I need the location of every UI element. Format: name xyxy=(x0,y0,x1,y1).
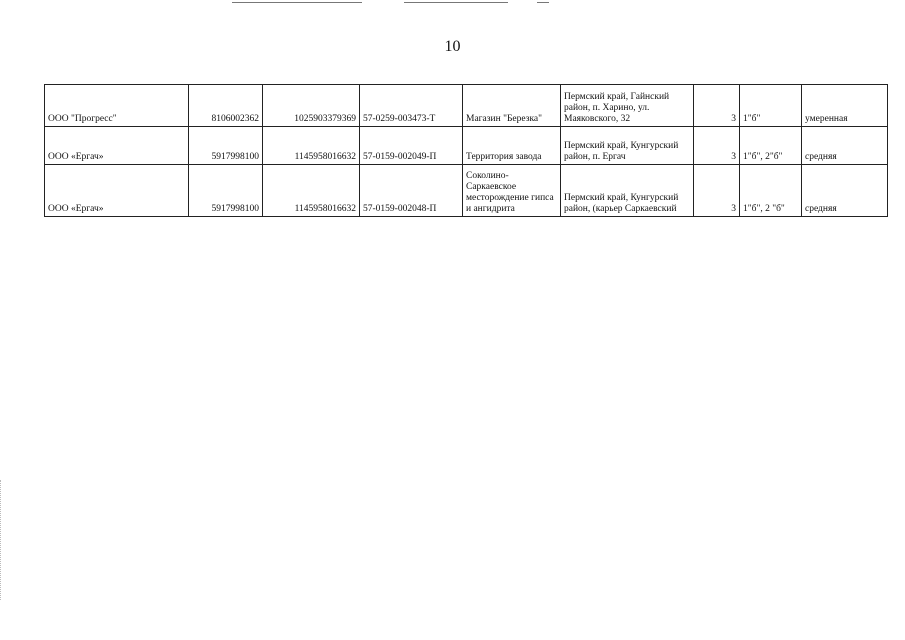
registry-table xyxy=(44,84,888,217)
table-row xyxy=(45,165,888,217)
inn-cell: 5917998100 xyxy=(189,127,263,165)
risk-cell: средняя xyxy=(802,165,888,217)
risk-cell: средняя xyxy=(802,127,888,165)
type-cell: 1"б", 2"б" xyxy=(740,127,802,165)
address-cell: Пермский край, Кунгурский район, п. Ергач xyxy=(561,127,694,165)
scan-top-marks xyxy=(0,0,905,6)
category-cell: 3 xyxy=(694,165,740,217)
org-cell: ООО «Ергач» xyxy=(45,165,189,217)
org-cell: ООО "Прогресс" xyxy=(45,85,189,127)
ogrn-cell: 1145958016632 xyxy=(263,165,360,217)
category-cell: 3 xyxy=(694,85,740,127)
code-cell: 57-0159-002049-П xyxy=(360,127,463,165)
risk-cell: умеренная xyxy=(802,85,888,127)
table-row xyxy=(45,127,888,165)
category-cell: 3 xyxy=(694,127,740,165)
code-cell: 57-0159-002048-П xyxy=(360,165,463,217)
table-row xyxy=(45,85,888,127)
type-cell: 1"б" xyxy=(740,85,802,127)
inn-cell: 8106002362 xyxy=(189,85,263,127)
code-cell: 57-0259-003473-Т xyxy=(360,85,463,127)
object-cell: Территория завода xyxy=(463,127,561,165)
type-cell: 1"б", 2 "б" xyxy=(740,165,802,217)
scan-edge-mark xyxy=(0,480,3,600)
address-cell: Пермский край, Кунгурский район, (карьер Саркаевский xyxy=(561,165,694,217)
org-cell: ООО «Ергач» xyxy=(45,127,189,165)
page-number: 10 xyxy=(444,38,461,55)
ogrn-cell: 1145958016632 xyxy=(263,127,360,165)
address-cell: Пермский край, Гайнский район, п. Харино, ул. Маяковского, 32 xyxy=(561,85,694,127)
ogrn-cell: 1025903379369 xyxy=(263,85,360,127)
object-cell: Магазин "Березка" xyxy=(463,85,561,127)
inn-cell: 5917998100 xyxy=(189,165,263,217)
object-cell: Соколино- Саркаевское месторождение гипса и ангидрита xyxy=(463,165,561,217)
